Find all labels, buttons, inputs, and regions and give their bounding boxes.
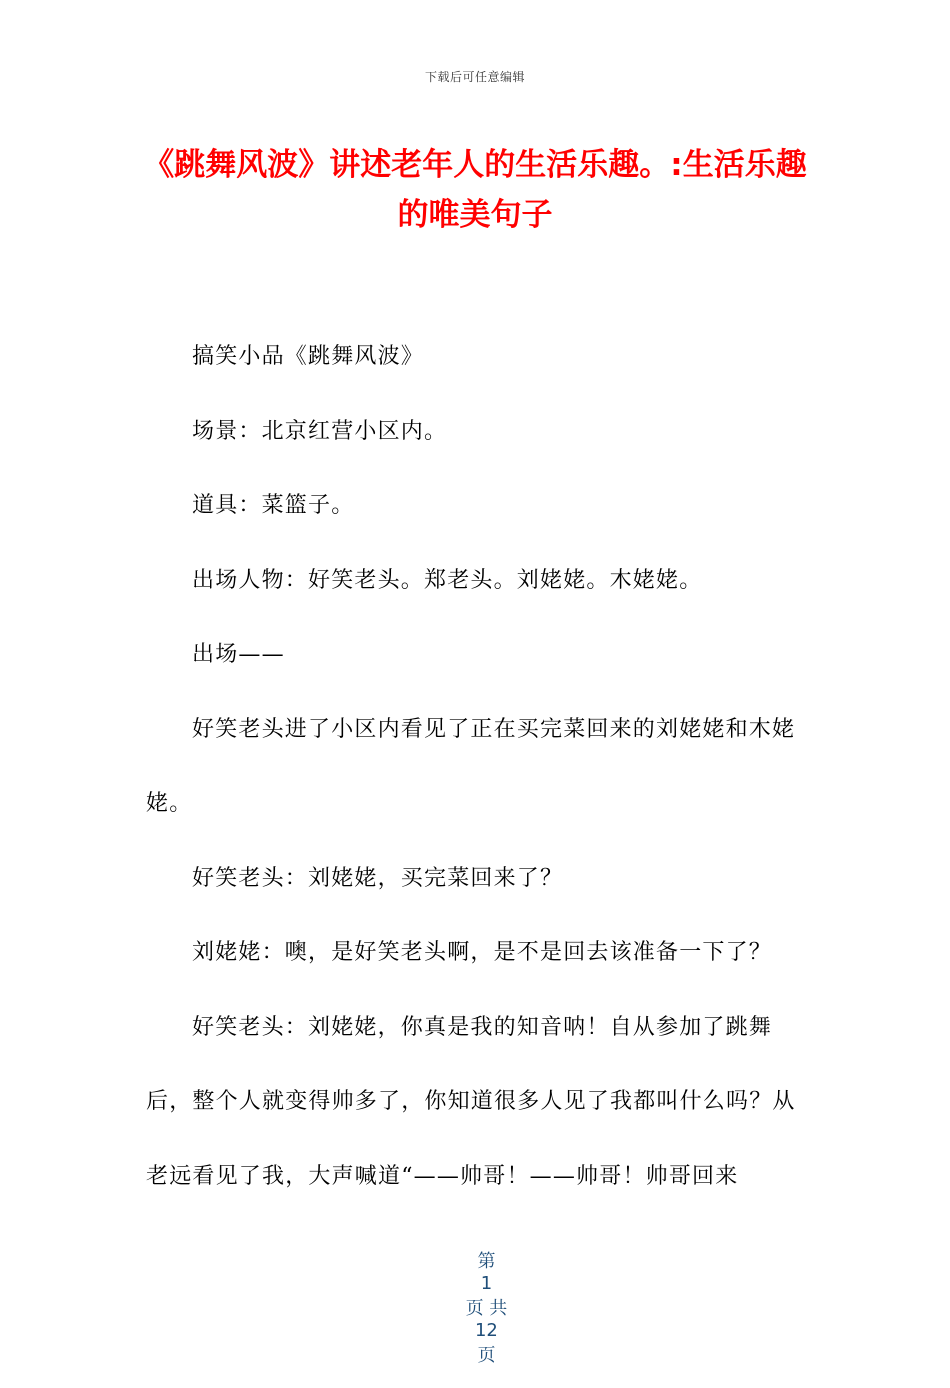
header-note: 下载后可任意编辑 — [424, 70, 525, 84]
footer-prefix: 第 — [477, 1251, 496, 1272]
paragraph: 搞笑小品《跳舞风波》 — [192, 344, 425, 369]
paragraph: 好笑老头：刘姥姥，买完菜回来了？ — [192, 865, 564, 891]
footer-total-pages: 12 — [474, 1320, 498, 1341]
footer-suffix: 页 — [477, 1345, 496, 1366]
footer-page-number: 1 — [480, 1273, 493, 1294]
paragraph: 刘姥姥：噢，是好笑老头啊，是不是回去该准备一下了？ — [192, 940, 773, 965]
paragraph: 出场人物：好笑老头。郑老头。刘姥姥。木姥姥。 — [192, 567, 703, 593]
paragraph: 场景：北京红营小区内。 — [192, 418, 448, 444]
paragraph: 好笑老头：刘姥姥，你真是我的知音呐！自从参加了跳舞后，整个人就变得帅多了，你知道很多人见了我都叫什么吗？从老远看见了我，大声喊道“——帅哥！——帅哥！帅哥回来 — [146, 1014, 796, 1189]
paragraph: 好笑老头进了小区内看见了正在买完菜回来的刘姥姥和木姥姥。 — [146, 716, 796, 816]
footer-middle: 页 共 — [465, 1298, 508, 1319]
paragraph: 道具：菜篮子。 — [192, 493, 355, 518]
document-title: 《跳舞风波》讲述老年人的生活乐趣。:生活乐趣的唯美句子 — [143, 147, 807, 233]
document-body — [146, 320, 806, 1214]
paragraph: 出场—— — [192, 642, 285, 667]
page-footer — [0, 1226, 950, 1388]
